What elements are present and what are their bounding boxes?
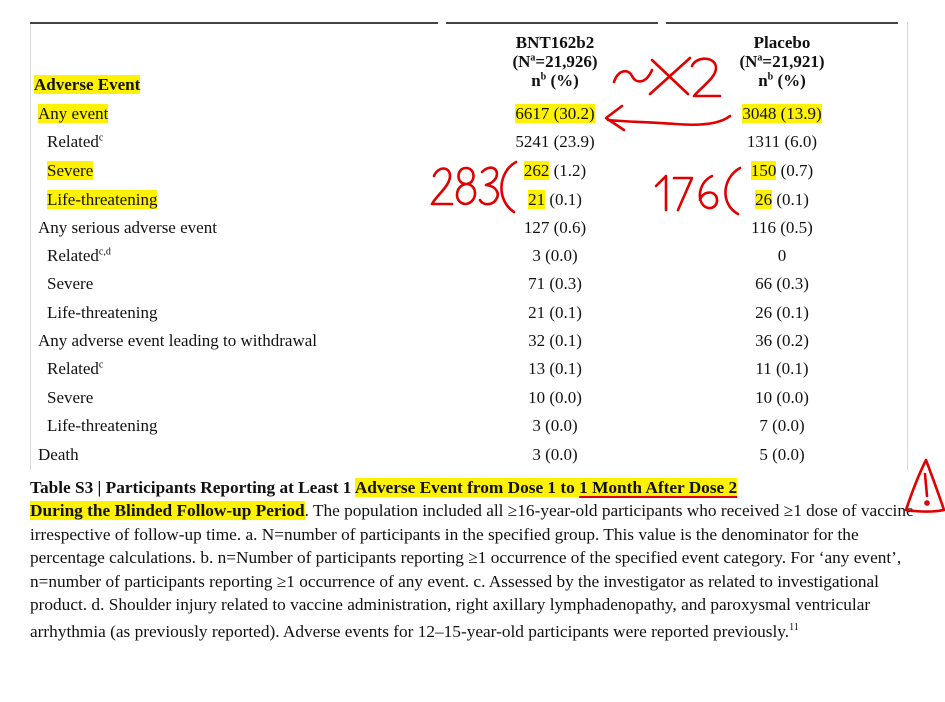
bnt-value-cell (470, 359, 640, 379)
percent-value: (0.0) (540, 445, 578, 464)
placebo-value-cell (697, 416, 867, 436)
row-label (47, 388, 93, 408)
bnt-value-cell (470, 132, 640, 152)
percent-value: (1.2) (549, 161, 587, 180)
caption-title-highlight: Adverse Event from Dose 1 to (354, 478, 580, 497)
row-label-footnote: c,d (98, 246, 111, 258)
percent-value: (0.0) (545, 388, 582, 407)
row-label (38, 218, 217, 238)
percent-value: (0.3) (545, 274, 582, 293)
row-label (47, 274, 93, 294)
table-top-rule (30, 22, 438, 24)
count-value: 6617 (515, 104, 550, 123)
placebo-column-header: Placebo $(N^a=21,921)$ $n^b$ (%) (739, 33, 825, 90)
percent-value: (0.0) (767, 445, 805, 464)
row-label-text: Related (47, 132, 99, 151)
count-value: 13 (528, 359, 546, 378)
placebo-value-cell (697, 331, 867, 351)
row-label (47, 359, 103, 379)
count-value: 21 (528, 190, 546, 209)
row-label-text: Related (47, 246, 99, 265)
bnt-value-cell (470, 331, 640, 351)
row-label-text: Any event (38, 104, 109, 123)
row-label (47, 246, 111, 266)
percent-value: (0.0) (772, 388, 809, 407)
row-label-text: Severe (47, 274, 94, 293)
row-label-footnote: c (98, 359, 104, 371)
percent-value: (0.1) (545, 190, 582, 209)
placebo-value-cell (697, 388, 867, 408)
bnt-value-cell (470, 274, 640, 294)
percent-value: (0.0) (540, 246, 578, 265)
placebo-value-cell (697, 161, 867, 181)
count-value: 3 (532, 246, 541, 265)
count-value: 262 (523, 161, 550, 180)
bnt-value-cell (470, 303, 640, 323)
row-label-text: Any serious adverse event (38, 218, 217, 237)
count-value: 3048 (742, 104, 777, 123)
bnt-value-cell (470, 190, 640, 210)
placebo-value-cell (697, 132, 867, 152)
count-value: 26 (755, 190, 773, 209)
count-value: 26 (755, 303, 773, 322)
row-label-text: Life-threatening (47, 303, 158, 322)
percent-value: (0.3) (772, 274, 809, 293)
bnt-column-header: BNT162b2 $(N^a=21,926)$ $n^b$ (%) (512, 33, 598, 90)
row-label (47, 132, 103, 152)
count-value: 3 (532, 445, 541, 464)
percent-value: (6.0) (780, 132, 818, 151)
row-label-text: Severe (47, 161, 94, 180)
placebo-value-cell (697, 303, 867, 323)
placebo-value-cell (697, 104, 867, 124)
count-value: 71 (528, 274, 546, 293)
percent-value: (0.2) (772, 331, 809, 350)
bnt-value-cell (470, 246, 640, 266)
row-label-text: Any adverse event leading to withdrawal (38, 331, 317, 350)
count-value: 1311 (746, 132, 781, 151)
count-value: 150 (750, 161, 777, 180)
placebo-value-cell (697, 190, 867, 210)
placebo-value-cell (697, 274, 867, 294)
table-caption (30, 476, 920, 644)
count-value: 7 (759, 416, 768, 435)
percent-value: (30.2) (549, 104, 595, 123)
table-top-rule (446, 22, 658, 24)
count-value: 127 (523, 218, 550, 237)
caption-body: . The population included all ≥16-year-old participants who received ≥1 dose of vaccine irrespective of follow-up time. a. N=number of participants in the specified group. This value is the denominator for the percentage calculations. b. n=Number of participants reporting ≥1 occurrence of the specified event category. For ‘any event’, n=number of participants reporting ≥1 occurrence of any event. c. Assessed by the investigator as related to investigational product. d. Shoulder injury related to vaccine administration, right axillary lymphadenopathy, and paroxysmal ventricular arrhythmia (as previously reported). Adverse events for 12–15-year-old participants were reported previously. (30, 501, 914, 642)
bnt-value-cell (470, 218, 640, 238)
row-label (38, 331, 317, 351)
placebo-value-cell (697, 359, 867, 379)
row-label-text: Related (47, 359, 99, 378)
row-label-text: Severe (47, 388, 94, 407)
table-top-rule (666, 22, 898, 24)
percent-value: (0.0) (540, 416, 578, 435)
count-value: 32 (528, 331, 546, 350)
count-value: 3 (532, 416, 541, 435)
percent-value: (0.1) (771, 359, 809, 378)
caption-title: Table S3 | Participants Reporting at Least 1 (30, 478, 355, 497)
bnt-value-cell (470, 104, 640, 124)
placebo-value-cell (697, 445, 867, 465)
row-label (47, 303, 157, 323)
percent-value: (13.9) (776, 104, 822, 123)
percent-value: (0.1) (545, 303, 582, 322)
count-value: 5241 (515, 132, 550, 151)
caption-title-highlight: During the Blinded Follow-up Period (30, 501, 305, 521)
count-value: 10 (528, 388, 546, 407)
percent-value: (0.7) (776, 161, 814, 180)
count-value: 66 (755, 274, 773, 293)
count-value: 10 (755, 388, 773, 407)
count-value: 0 (777, 246, 787, 265)
row-label (47, 416, 157, 436)
event-column-header: Adverse Event (34, 75, 141, 94)
row-label-text: Life-threatening (47, 190, 158, 209)
bnt-value-cell (470, 161, 640, 181)
percent-value: (0.1) (772, 303, 809, 322)
row-label-text: Life-threatening (47, 416, 158, 435)
count-value: 36 (755, 331, 773, 350)
bnt-value-cell (470, 416, 640, 436)
percent-value: (0.6) (549, 218, 587, 237)
percent-value: (0.1) (545, 359, 582, 378)
bnt-value-cell (470, 445, 640, 465)
percent-value: (0.0) (767, 416, 805, 435)
percent-value: (0.1) (772, 190, 809, 209)
count-value: 5 (759, 445, 768, 464)
placebo-value-cell (697, 246, 867, 266)
caption-reference: 11 (789, 622, 799, 634)
caption-title-underlined: 1 Month After Dose 2 (579, 478, 738, 497)
row-label (47, 190, 157, 210)
percent-value: (0.1) (545, 331, 582, 350)
row-label-text: Death (38, 445, 79, 464)
count-value: 21 (528, 303, 546, 322)
placebo-value-cell (697, 218, 867, 238)
count-value: 116 (751, 218, 777, 237)
percent-value: (0.5) (776, 218, 813, 237)
bnt-value-cell (470, 388, 640, 408)
row-label (47, 161, 93, 181)
percent-value: (23.9) (549, 132, 595, 151)
row-label-footnote: c (98, 132, 104, 144)
count-value: 11 (755, 359, 772, 378)
row-label (38, 104, 108, 124)
row-label (38, 445, 79, 465)
